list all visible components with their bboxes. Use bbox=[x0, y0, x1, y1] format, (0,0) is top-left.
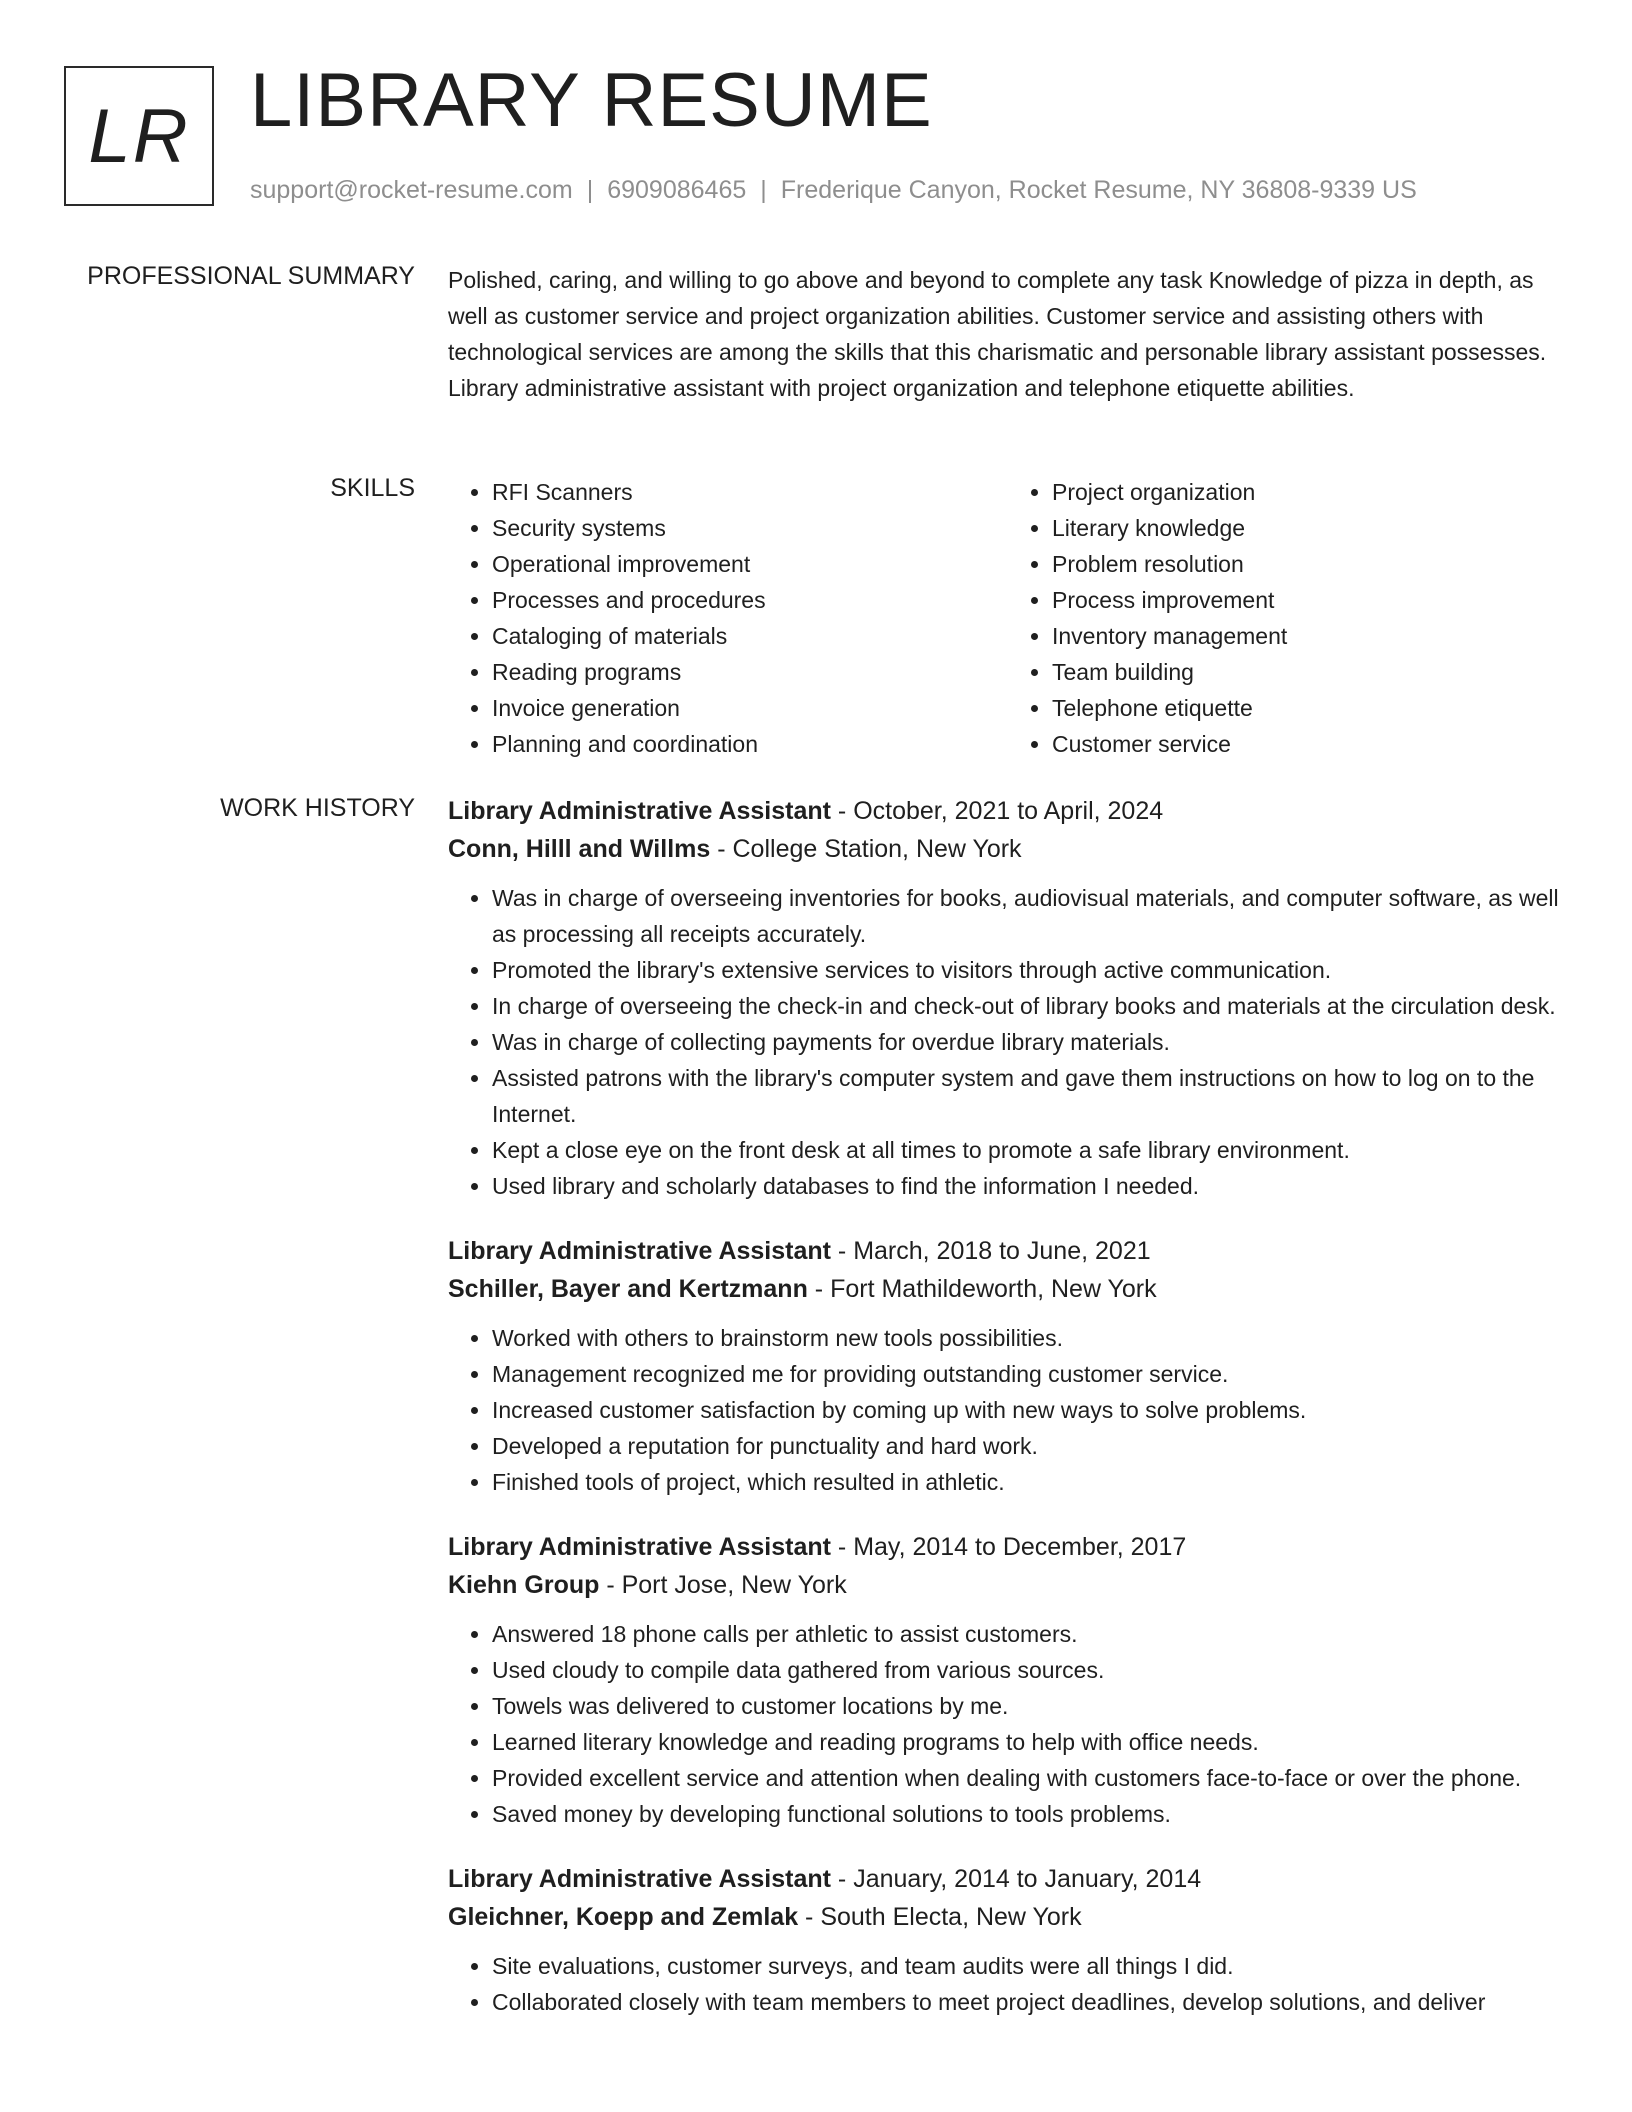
job-bullet: • Assisted patrons with the library's computer system and gave them instructions on how to log on to the Internet. bbox=[492, 1060, 1568, 1132]
job-title: Library Administrative Assistant bbox=[448, 1237, 831, 1265]
job-dates: - January, 2014 to January, 2014 bbox=[830, 1865, 1202, 1893]
job-title-line bbox=[448, 792, 1568, 830]
skill-item: • Project organization bbox=[1052, 474, 1568, 510]
job-entry bbox=[448, 792, 1568, 1204]
job-dates: - October, 2021 to April, 2024 bbox=[830, 797, 1164, 825]
job-company: Gleichner, Koepp and Zemlak bbox=[448, 1903, 799, 1931]
job-entry bbox=[448, 1528, 1568, 1832]
job-bullet: • Increased customer satisfaction by coming up with new ways to solve problems. bbox=[492, 1392, 1568, 1428]
job-bullet: • Collaborated closely with team members to meet project deadlines, develop solutions, and deliver bbox=[492, 1984, 1568, 2020]
summary-text: Polished, caring, and willing to go above and beyond to complete any task Knowledge of pizza in depth, as well as customer service and project organization abilities. Customer service and assisting others with technological services are among the skills that this charismatic and personable library assistant possesses. Library administrative assistant with project organization and telephone etiquette abilities. bbox=[448, 267, 1547, 401]
job-bullet: • Was in charge of collecting payments for overdue library materials. bbox=[492, 1024, 1568, 1060]
skill-item: • Cataloging of materials bbox=[492, 618, 1008, 654]
job-entry bbox=[448, 1860, 1568, 2020]
job-company-line bbox=[448, 1270, 1568, 1308]
contact-address: Frederique Canyon, Rocket Resume, NY 36808-9339 US bbox=[780, 176, 1417, 204]
skills-list-left bbox=[448, 474, 1008, 762]
job-dates: - May, 2014 to December, 2017 bbox=[830, 1533, 1187, 1561]
job-company: Kiehn Group bbox=[448, 1571, 600, 1599]
job-title: Library Administrative Assistant bbox=[448, 1865, 831, 1893]
job-dates: - March, 2018 to June, 2021 bbox=[830, 1237, 1151, 1265]
job-bullet: • Finished tools of project, which resulted in athletic. bbox=[492, 1464, 1568, 1500]
job-bullets bbox=[448, 880, 1568, 1204]
skill-item: • Invoice generation bbox=[492, 690, 1008, 726]
contact-separator: | bbox=[586, 176, 594, 204]
work-history-list bbox=[448, 792, 1568, 2048]
section-label: PROFESSIONAL SUMMARY bbox=[87, 262, 415, 290]
skill-item: • Customer service bbox=[1052, 726, 1568, 762]
job-entry bbox=[448, 1232, 1568, 1500]
contact-email: support@rocket-resume.com bbox=[250, 176, 573, 204]
skill-item: • Problem resolution bbox=[1052, 546, 1568, 582]
job-title-line bbox=[448, 1232, 1568, 1270]
skills-list-right bbox=[1008, 474, 1568, 762]
contact-separator: | bbox=[760, 176, 767, 204]
job-bullet: • Towels was delivered to customer locations by me. bbox=[492, 1688, 1568, 1724]
job-bullets bbox=[448, 1948, 1568, 2020]
skill-item: • Reading programs bbox=[492, 654, 1008, 690]
skill-item: • Literary knowledge bbox=[1052, 510, 1568, 546]
job-bullets bbox=[448, 1616, 1568, 1832]
skill-item: • Processes and procedures bbox=[492, 582, 1008, 618]
job-bullet: • Worked with others to brainstorm new tools possibilities. bbox=[492, 1320, 1568, 1356]
monogram: LR bbox=[64, 66, 214, 206]
job-location: - Port Jose, New York bbox=[599, 1571, 847, 1599]
skill-item: • Operational improvement bbox=[492, 546, 1008, 582]
job-bullet: • Saved money by developing functional solutions to tools problems. bbox=[492, 1796, 1568, 1832]
skill-item: • Team building bbox=[1052, 654, 1568, 690]
job-location: - College Station, New York bbox=[710, 835, 1022, 863]
job-bullet: • Developed a reputation for punctuality and hard work. bbox=[492, 1428, 1568, 1464]
job-bullet: • Kept a close eye on the front desk at all times to promote a safe library environment. bbox=[492, 1132, 1568, 1168]
job-bullet: • Learned literary knowledge and reading programs to help with office needs. bbox=[492, 1724, 1568, 1760]
contact-phone: 6909086465 bbox=[607, 176, 747, 204]
job-location: - South Electa, New York bbox=[798, 1903, 1082, 1931]
job-bullet: • Used cloudy to compile data gathered from various sources. bbox=[492, 1652, 1568, 1688]
skill-item: • Process improvement bbox=[1052, 582, 1568, 618]
section-label: WORK HISTORY bbox=[220, 794, 415, 822]
contact-line bbox=[250, 176, 1417, 205]
job-company-line bbox=[448, 1566, 1568, 1604]
skill-item: • Telephone etiquette bbox=[1052, 690, 1568, 726]
job-bullet: • In charge of overseeing the check-in and check-out of library books and materials at the circulation desk. bbox=[492, 988, 1568, 1024]
job-bullet: • Was in charge of overseeing inventories for books, audiovisual materials, and computer software, as well as processing all receipts accurately. bbox=[492, 880, 1568, 952]
job-bullets bbox=[448, 1320, 1568, 1500]
job-company-line bbox=[448, 1898, 1568, 1936]
skill-item: • Planning and coordination bbox=[492, 726, 1008, 762]
skill-item: • Inventory management bbox=[1052, 618, 1568, 654]
resume-name: LIBRARY RESUME bbox=[250, 58, 933, 143]
job-bullet: • Promoted the library's extensive services to visitors through active communication. bbox=[492, 952, 1568, 988]
job-title: Library Administrative Assistant bbox=[448, 1533, 831, 1561]
job-location: - Fort Mathildeworth, New York bbox=[807, 1275, 1157, 1303]
job-company: Conn, Hilll and Willms bbox=[448, 835, 711, 863]
job-bullet: • Management recognized me for providing outstanding customer service. bbox=[492, 1356, 1568, 1392]
skill-item: • Security systems bbox=[492, 510, 1008, 546]
section-label: SKILLS bbox=[330, 474, 415, 502]
skill-item: • RFI Scanners bbox=[492, 474, 1008, 510]
job-bullet: • Answered 18 phone calls per athletic to assist customers. bbox=[492, 1616, 1568, 1652]
job-bullet: • Used library and scholarly databases to find the information I needed. bbox=[492, 1168, 1568, 1204]
job-title-line bbox=[448, 1528, 1568, 1566]
job-company: Schiller, Bayer and Kertzmann bbox=[448, 1275, 808, 1303]
job-company-line bbox=[448, 830, 1568, 868]
job-bullet: • Provided excellent service and attention when dealing with customers face-to-face or over the phone. bbox=[492, 1760, 1568, 1796]
job-title: Library Administrative Assistant bbox=[448, 797, 831, 825]
job-title-line bbox=[448, 1860, 1568, 1898]
job-bullet: • Site evaluations, customer surveys, and team audits were all things I did. bbox=[492, 1948, 1568, 1984]
